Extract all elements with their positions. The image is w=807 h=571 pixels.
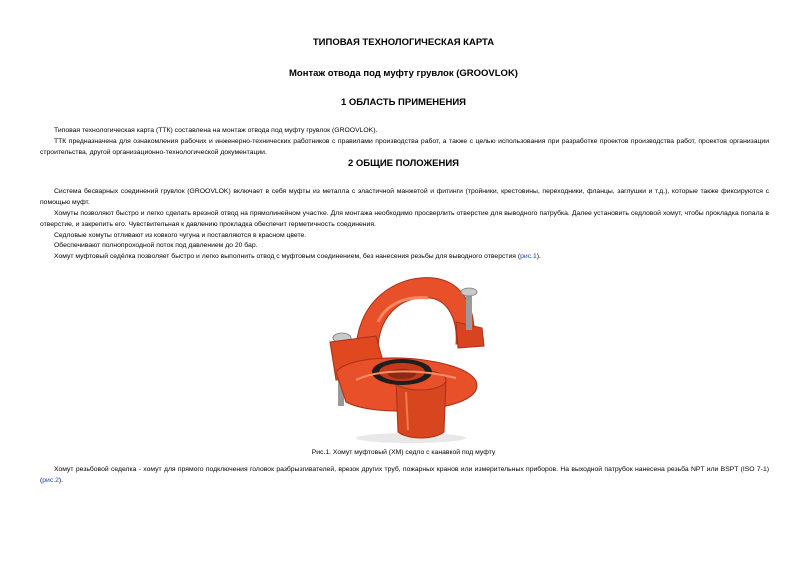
paragraph-8-end: ). [58, 477, 64, 484]
paragraph-2 [40, 136, 769, 158]
paragraph-8-text: Хомут резьбовой седелка - хомут для прямого подключения головок разбрызгивателей, врезок других труб, пожарных кранов или измерительных приборов. На выходной патрубок нанесена резьба NPT или BSPT (ISO 7-1) ( [40, 466, 769, 484]
paragraph-1 [40, 125, 769, 136]
paragraph-6-text: Обеспечивают полнопроходной поток под давлением до 20 бар. [54, 242, 258, 249]
paragraph-8 [40, 464, 769, 486]
section-heading-2: 2 ОБЩИЕ ПОЛОЖЕНИЯ [348, 158, 459, 169]
paragraph-2-text: ТТК предназначена для ознакомления рабочих и инженерно-технических работников с правилами производства работ, а также с целью использования при разработке проектов производства работ, проектов организации строительства, другой организационно-технологической документации. [40, 138, 769, 156]
saddle-clamp-image [316, 262, 492, 446]
paragraph-3 [40, 186, 769, 208]
paragraph-6 [40, 240, 769, 251]
document-subtitle: Монтаж отвода под муфту грувлок (GROOVLOK) [289, 68, 518, 79]
paragraph-1-text: Типовая технологическая карта (ТТК) составлена на монтаж отвода под муфту грувлок (GROOVLOK). [54, 127, 378, 134]
paragraph-7-text: Хомут муфтовый седёлка позволяет быстро и легко выполнить отвод с муфтовым соединением, без нанесения резьбы для выводного отверстия ( [54, 253, 521, 260]
clamp-figure [316, 262, 492, 446]
paragraph-5-text: Седловые хомуты отливают из ковкого чугуна и поставляются в красном цвете. [54, 232, 307, 239]
document-title: ТИПОВАЯ ТЕХНОЛОГИЧЕСКАЯ КАРТА [312, 37, 495, 48]
figure-caption: Рис.1. Хомут муфтовый (ХМ) седло с канавкой под муфту [311, 449, 496, 456]
figure-2-link[interactable]: рис.2 [42, 477, 59, 484]
section-heading-1: 1 ОБЛАСТЬ ПРИМЕНЕНИЯ [340, 97, 467, 108]
paragraph-4-text: Хомуты позволяют быстро и легко сделать врезной отвод на прямолинейном участке. Для монтажа необходимо просверлить отверстие для выводного патрубка. Далее установить седловой хомут, чтобы прокладка попала в отверстие, и закрепить его. Чувствительная к давлению прокладка обеспечит герметичность соединения. [40, 210, 769, 228]
paragraph-3-text: Система бесварных соединений грувлок (GROOVLOK) включает в себя муфты из металла с эластичной манжетой и фитинги (тройники, крестовины, переходники, фланцы, заглушки и т.д.), которые также фиксируются с помощью муфт. [40, 188, 769, 206]
paragraph-7 [40, 251, 769, 262]
paragraph-7-end: ). [536, 253, 541, 260]
figure-1-link[interactable]: рис.1 [520, 253, 537, 260]
paragraph-4 [40, 208, 769, 230]
